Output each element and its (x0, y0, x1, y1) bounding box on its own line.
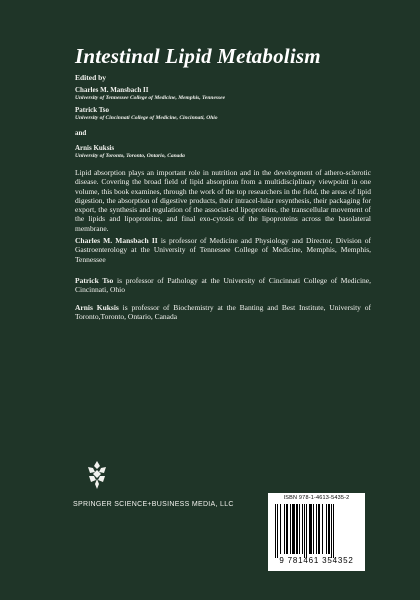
bio-name: Patrick Tso (75, 276, 114, 285)
publisher-name: SPRINGER SCIENCE+BUSINESS MEDIA, LLC (73, 501, 234, 508)
editor-affiliation: University of Toronto, Toronto, Ontario, Canada (75, 153, 185, 159)
editor-name: Patrick Tso (75, 106, 110, 114)
bio-name: Charles M. Mansbach II (75, 236, 158, 245)
editor-affiliation: University of Tennessee College of Medicine, Memphis, Tennessee (75, 95, 226, 101)
bio-paragraph (75, 236, 371, 264)
edited-by-label: Edited by (75, 73, 107, 82)
bio-text: is professor of Medicine and Physiology and Director, Division of Gastroenterology at the University of Tennessee College of Medicine, Memphis, Memphis, Tennessee (75, 236, 371, 264)
barcode-panel (268, 493, 365, 571)
bio-paragraph (75, 303, 371, 322)
bio-name: Arnis Kuksis (75, 303, 119, 312)
book-title: Intestinal Lipid Metabolism (75, 44, 321, 68)
bio-text: is professor of Biochemistry at the Banting and Best Institute, University of Toronto,Toronto, Ontario, Canada (75, 303, 371, 322)
barcode-icon (274, 504, 359, 558)
editor-affiliation: University of Cincinnati College of Medicine, Cincinnati, Ohio (75, 115, 218, 121)
and-label: and (75, 129, 87, 137)
description-paragraph: Lipid absorption plays an important role in nutrition and in the development of athero-sclerotic disease. Covering the broad field of lipid absorption from a multidisciplinary viewpoint in one volume, this book examines, through the work of the top researchers in the field, the areas of lipid digestion, the absorption of digestive products, their intracel-lular resynthesis, their packaging for export, the synthesis and regulation of the associat-ed lipoproteins, the transcellular movement of the lipids and lipoproteins, and final exo-cytosis of the lipoproteins across the basolateral membrane. (75, 168, 371, 233)
bio-paragraph (75, 276, 371, 295)
isbn-label: ISBN 978-1-4613-5435-2 (283, 495, 350, 501)
springer-logo-icon (84, 460, 110, 490)
editor-name: Charles M. Mansbach II (75, 86, 149, 94)
barcode-number: 9 781461 354352 (279, 556, 354, 565)
bio-text: is professor of Pathology at the University of Cincinnati College of Medicine, Cincinnati, Ohio (75, 276, 371, 295)
editor-name: Arnis Kuksis (75, 144, 115, 152)
editors-block (75, 73, 375, 160)
